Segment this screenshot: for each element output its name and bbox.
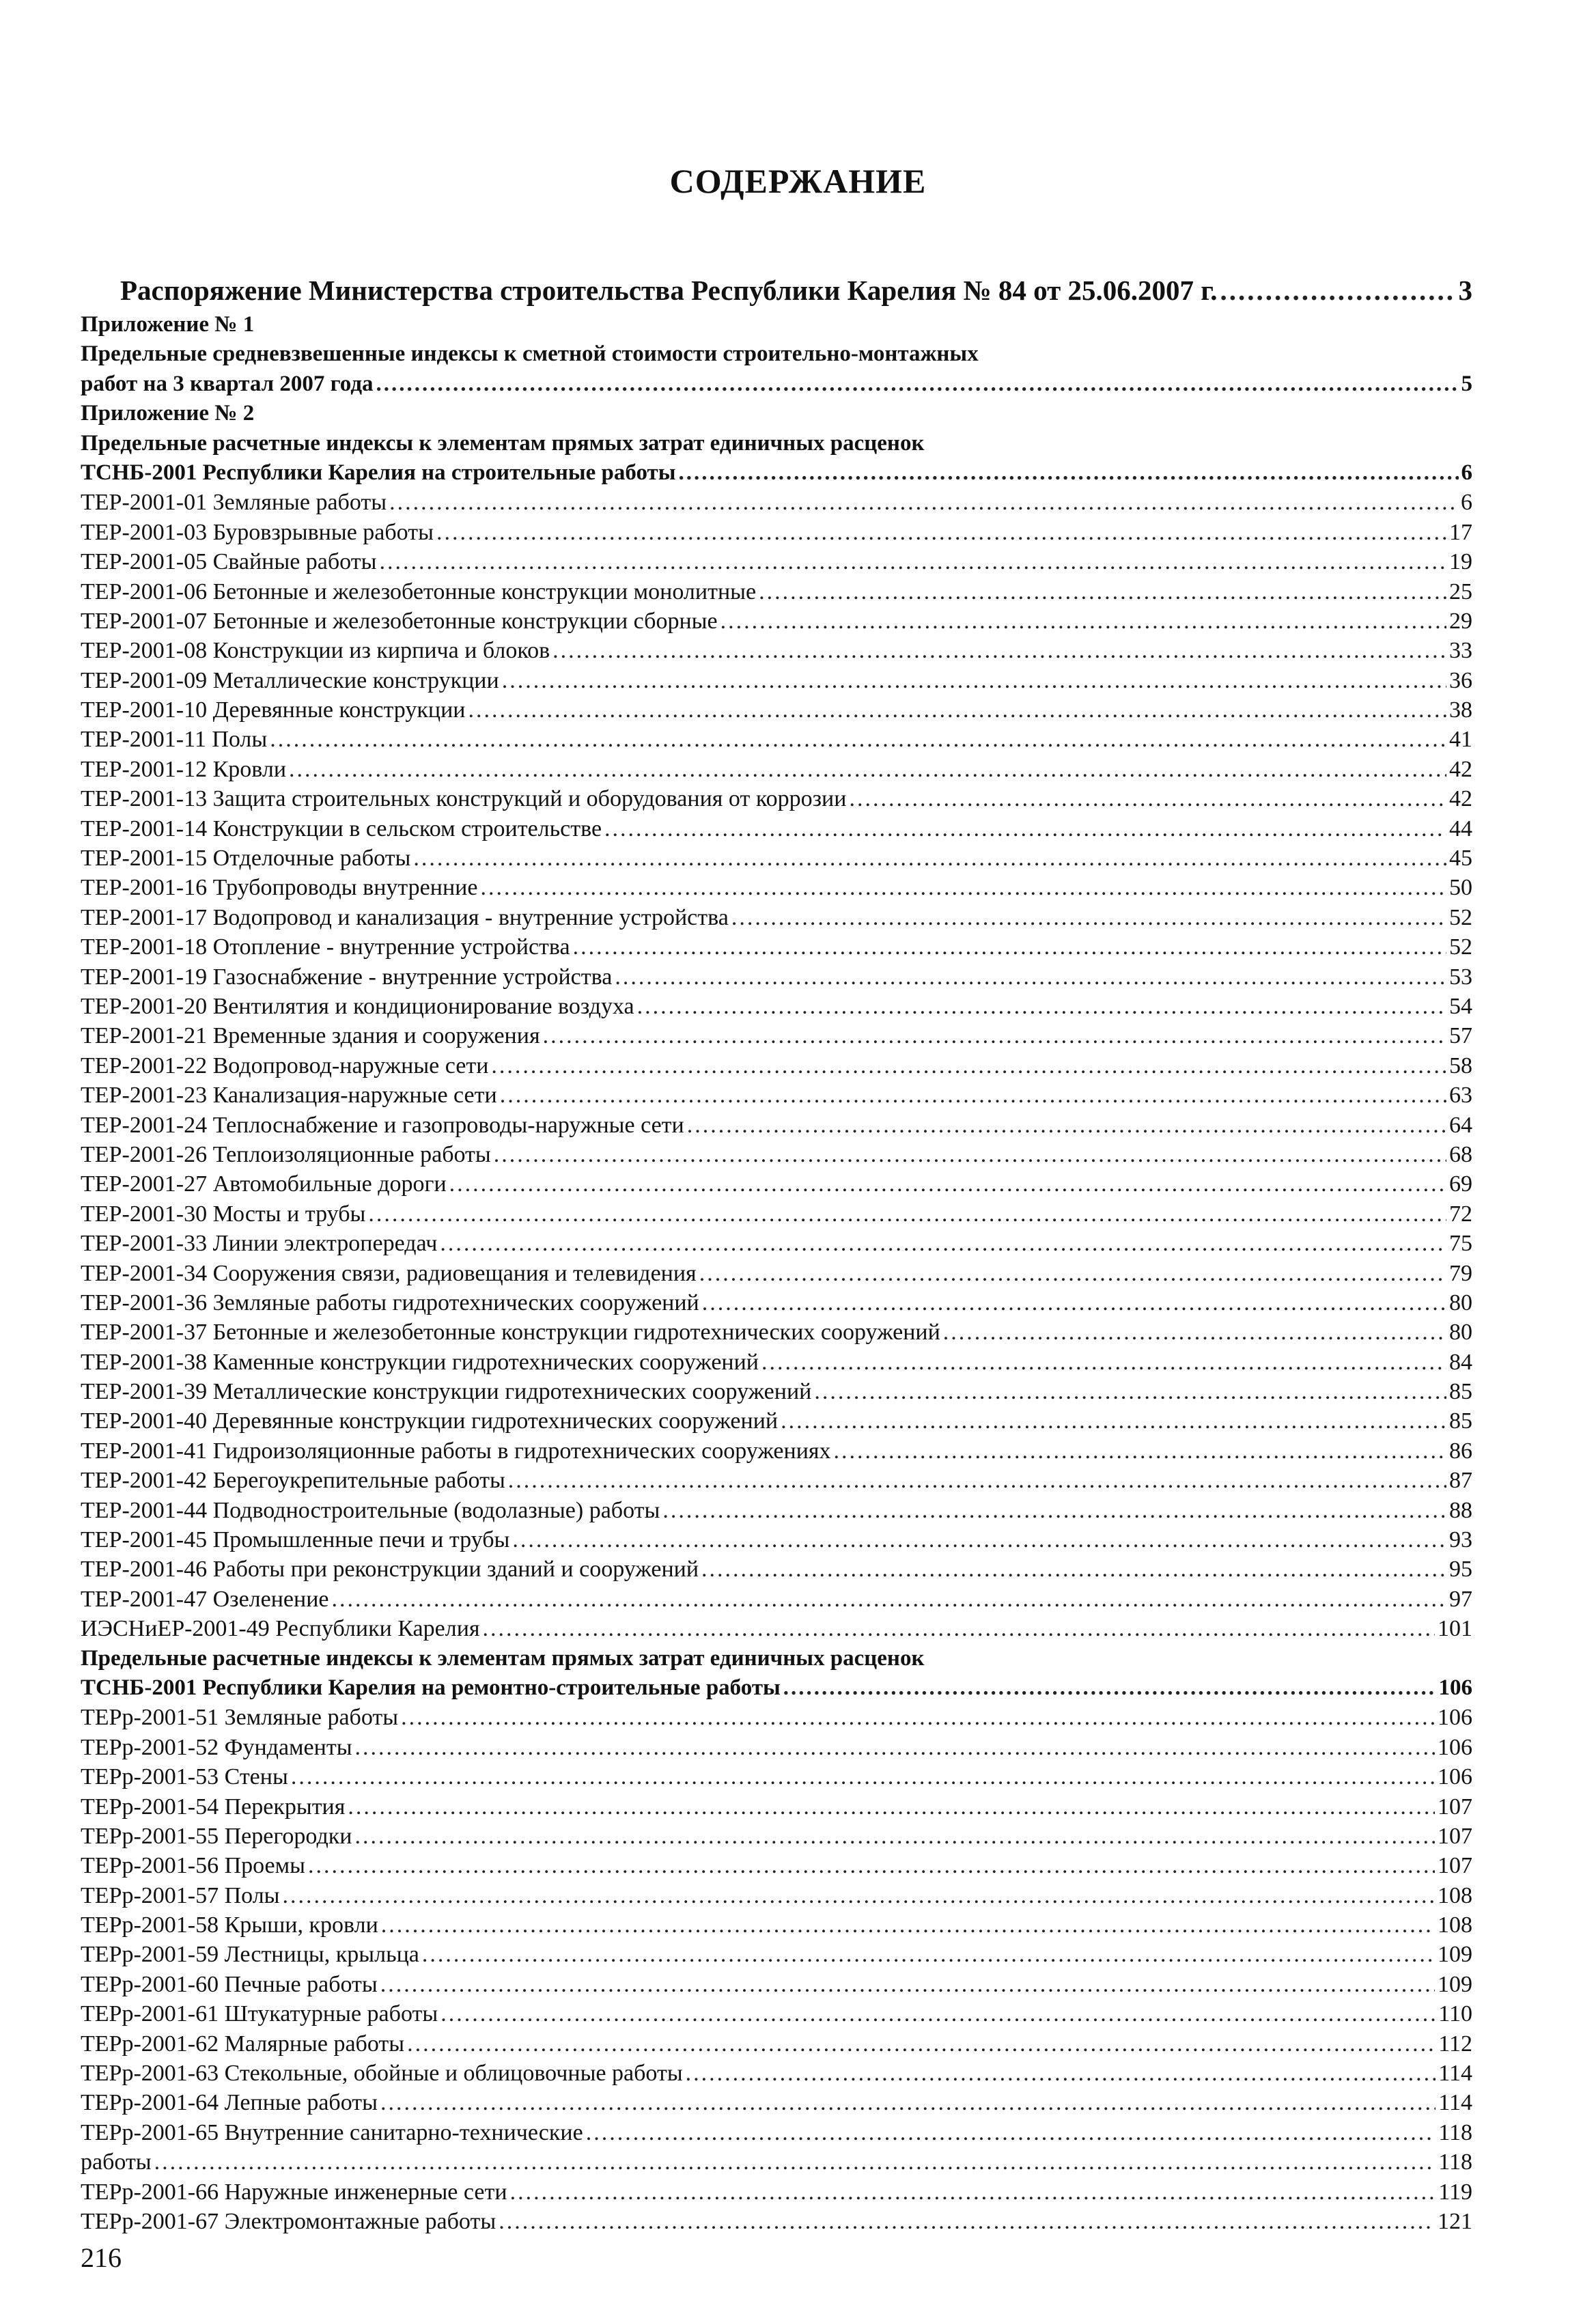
toc-entry-label: ТЕРр-2001-63 Стекольные, обойные и облицовочные работы — [81, 2061, 683, 2087]
toc-leader-dots — [499, 2207, 1435, 2236]
toc-entry-label: ТЕРр-2001-53 Стены — [81, 1764, 288, 1790]
toc-leader-dots — [679, 458, 1459, 488]
toc-leader-dots — [381, 1910, 1435, 1940]
toc-leader-dots — [573, 932, 1446, 962]
toc-entry-page: 6 — [1461, 460, 1472, 485]
toc-entry — [120, 270, 1472, 310]
toc-entry-label: ТЕР-2001-11 Полы — [81, 727, 268, 753]
toc-leader-dots — [401, 1703, 1435, 1732]
toc-leader-dots — [380, 2088, 1436, 2117]
toc-entry-label: Приложение № 2 — [81, 401, 255, 426]
toc-entry — [81, 1051, 1472, 1081]
toc-entry-label: ТЕР-2001-37 Бетонные и железобетонные конструкции гидротехнических сооружений — [81, 1320, 940, 1346]
toc-leader-dots — [491, 1051, 1446, 1081]
toc-entry-page: 87 — [1449, 1468, 1472, 1494]
toc-entry-page: 25 — [1449, 579, 1472, 604]
toc-entry-page: 54 — [1449, 993, 1472, 1019]
toc-leader-dots — [413, 844, 1446, 873]
toc-entry-label: ТЕР-2001-33 Линии электропередач — [81, 1231, 438, 1257]
toc-entry-label: ТЕРр-2001-65 Внутренние санитарно-технические — [81, 2119, 583, 2145]
toc-entry-page: 101 — [1438, 1616, 1472, 1642]
toc-leader-dots — [348, 1792, 1435, 1822]
toc-entry — [81, 1348, 1472, 1377]
toc-entry — [81, 1644, 1472, 1673]
toc-entry — [81, 458, 1472, 488]
toc-entry-label: ТЕР-2001-13 Защита строительных конструкций и оборудования от коррозии — [81, 786, 847, 812]
toc-entry — [81, 1733, 1472, 1762]
toc-entry-label: ТЕР-2001-09 Металлические конструкции — [81, 667, 499, 693]
toc-entry-page: 52 — [1449, 904, 1472, 930]
toc-leader-dots — [849, 784, 1446, 813]
toc-entry — [81, 1940, 1472, 1969]
toc-leader-dots — [502, 666, 1446, 695]
toc-entry — [81, 429, 1472, 458]
toc-entry-label: Предельные средневзвешенные индексы к сметной стоимости строительно-монтажных — [81, 342, 979, 367]
toc-entry-page: 106 — [1438, 1705, 1472, 1731]
toc-entry — [81, 1140, 1472, 1169]
toc-entry-page: 50 — [1449, 875, 1472, 901]
page-title: СОДЕРЖАНИЕ — [669, 162, 927, 200]
toc-leader-dots — [543, 1021, 1446, 1050]
toc-leader-dots — [687, 1111, 1446, 1140]
toc-entry-label: ТЕР-2001-38 Каменные конструкции гидротехнических сооружений — [81, 1349, 759, 1375]
toc-leader-dots — [512, 1525, 1446, 1555]
toc-leader-dots — [508, 1466, 1446, 1495]
toc-entry — [81, 2029, 1472, 2059]
toc-entry-label: ТЕРр-2001-64 Лепные работы — [81, 2090, 378, 2116]
toc-leader-dots — [270, 725, 1446, 754]
toc-entry — [81, 1999, 1472, 2029]
toc-entry — [81, 339, 1472, 369]
toc-leader-dots — [720, 607, 1446, 636]
toc-entry-label: ТЕР-2001-46 Работы при реконструкции зданий и сооружений — [81, 1557, 699, 1583]
toc-entry-label: ТЕР-2001-44 Подводностроительные (водолазные) работы — [81, 1497, 660, 1523]
toc-leader-dots — [702, 1288, 1446, 1318]
toc-entry-label: ТЕР-2001-40 Деревянные конструкции гидротехнических сооружений — [81, 1408, 779, 1434]
toc-entry-page: 107 — [1438, 1794, 1472, 1820]
toc-entry-page: 106 — [1438, 1675, 1472, 1700]
toc-entry-page: 68 — [1449, 1141, 1472, 1167]
toc-leader-dots — [637, 992, 1446, 1021]
toc-entry-label: работы — [81, 2149, 152, 2175]
toc-entry — [81, 1614, 1472, 1643]
toc-entry — [81, 1169, 1472, 1199]
toc-entry-label: ТЕРр-2001-59 Лестницы, крыльца — [81, 1942, 419, 1968]
toc-entry-label: ТЕР-2001-01 Земляные работы — [81, 490, 387, 516]
toc-entry — [81, 607, 1472, 636]
toc-entry — [81, 1466, 1472, 1495]
toc-entry-label: ТЕРр-2001-54 Перекрытия — [81, 1794, 346, 1820]
toc-entry — [81, 725, 1472, 754]
toc-entry-label: ТЕРр-2001-62 Малярные работы — [81, 2031, 405, 2057]
toc-leader-dots — [701, 1555, 1446, 1584]
toc-leader-dots — [686, 2059, 1436, 2088]
toc-entry — [81, 1021, 1472, 1050]
toc-entry-label: ТЕР-2001-15 Отделочные работы — [81, 846, 411, 872]
toc-entry-label: ТЕРр-2001-57 Полы — [81, 1882, 280, 1908]
toc-entry-label: ТЕР-2001-27 Автомобильные дороги — [81, 1171, 447, 1197]
toc-entry-label: ТЕР-2001-16 Трубопроводы внутренние — [81, 875, 478, 901]
toc-entry-label: ТЕР-2001-20 Вентилятия и кондиционирование воздуха — [81, 993, 634, 1019]
toc-entry — [81, 2118, 1472, 2147]
toc-entry-page: 72 — [1449, 1201, 1472, 1227]
toc-entry-label: ТЕРр-2001-58 Крыши, кровли — [81, 1912, 378, 1938]
toc-entry — [81, 755, 1472, 784]
toc-entry-label: ТЕРр-2001-55 Перегородки — [81, 1823, 352, 1849]
toc-entry — [81, 1229, 1472, 1258]
toc-entry-label: работ на 3 квартал 2007 года — [81, 371, 374, 396]
toc-entry-label: ТЕРр-2001-60 Печные работы — [81, 1971, 378, 1997]
toc-entry — [81, 1406, 1472, 1436]
toc-leader-dots — [283, 1881, 1435, 1910]
toc-leader-dots — [291, 1762, 1435, 1792]
toc-leader-dots — [440, 1999, 1436, 2029]
toc-entry-page: 107 — [1438, 1823, 1472, 1849]
toc-entry-page: 33 — [1449, 638, 1472, 664]
toc-entry-label: ТЕР-2001-30 Мосты и трубы — [81, 1201, 366, 1227]
toc-entry — [81, 1555, 1472, 1584]
toc-entry — [81, 488, 1472, 517]
toc-leader-dots — [289, 755, 1446, 784]
toc-entry — [81, 1970, 1472, 1999]
toc-leader-dots — [440, 1229, 1446, 1258]
toc-entry — [81, 873, 1472, 902]
toc-entry-label: ТЕР-2001-17 Водопровод и канализация - внутренние устройства — [81, 904, 729, 930]
toc-entry-label: ТЕР-2001-10 Деревянные конструкции — [81, 697, 466, 723]
toc-entry — [81, 1288, 1472, 1318]
toc-entry-label: ТЕР-2001-12 Кровли — [81, 756, 287, 782]
toc-entry — [81, 844, 1472, 873]
toc-entry-page: 79 — [1449, 1260, 1472, 1286]
toc-leader-dots — [1220, 270, 1455, 310]
toc-leader-dots — [154, 2147, 1436, 2177]
toc-entry-page: 106 — [1438, 1764, 1472, 1790]
toc-leader-dots — [500, 1081, 1446, 1110]
toc-entry — [81, 518, 1472, 547]
toc-entry-page: 109 — [1438, 1942, 1472, 1968]
toc-leader-dots — [761, 1348, 1446, 1377]
toc-entry — [81, 1199, 1472, 1229]
toc-entry-page: 42 — [1449, 786, 1472, 812]
toc-entry-page: 109 — [1438, 1971, 1472, 1997]
toc-entry-page: 17 — [1449, 519, 1472, 545]
toc-entry-label: ТЕР-2001-18 Отопление - внутренние устройства — [81, 934, 570, 960]
toc-entry-page: 41 — [1449, 727, 1472, 753]
toc-entry-page: 84 — [1449, 1349, 1472, 1375]
toc-leader-dots — [389, 488, 1458, 517]
toc-leader-dots — [731, 903, 1446, 932]
toc-leader-dots — [422, 1940, 1435, 1969]
toc-entry-label: ТЕРр-2001-67 Электромонтажные работы — [81, 2209, 496, 2234]
toc-leader-dots — [604, 814, 1446, 844]
toc-entry — [81, 932, 1472, 962]
toc-entry-page: 93 — [1449, 1527, 1472, 1553]
toc-entry-page: 64 — [1449, 1112, 1472, 1138]
toc-entry-label: ТЕР-2001-07 Бетонные и железобетонные конструкции сборные — [81, 608, 718, 634]
toc-entry-page: 53 — [1449, 964, 1472, 990]
toc-entry-label: ТЕР-2001-21 Временные здания и сооружения — [81, 1023, 540, 1049]
toc-entry-label: Приложение № 1 — [81, 312, 255, 337]
toc-entry-page: 38 — [1449, 697, 1472, 723]
toc-entry — [81, 2207, 1472, 2236]
toc-entry-label: ТЕР-2001-06 Бетонные и железобетонные конструкции монолитные — [81, 579, 757, 604]
toc-entry — [81, 370, 1472, 399]
toc-leader-dots — [494, 1140, 1446, 1169]
toc-entry — [81, 2059, 1472, 2088]
toc-entry-label: ТЕР-2001-45 Промышленные печи и трубы — [81, 1527, 510, 1553]
toc-entry-page: 114 — [1438, 2090, 1472, 2116]
toc-leader-dots — [662, 1496, 1446, 1525]
toc-entry — [81, 814, 1472, 844]
toc-entry — [81, 399, 1472, 428]
toc-entry — [81, 2088, 1472, 2117]
toc-entry — [81, 992, 1472, 1021]
toc-entry-label: ТЕР-2001-36 Земляные работы гидротехнических сооружений — [81, 1290, 699, 1315]
toc-entry-label: Распоряжение Министерства строительства Республики Карелия № 84 от 25.06.2007 г. — [120, 275, 1218, 306]
toc-entry — [81, 1111, 1472, 1140]
toc-leader-dots — [783, 1673, 1436, 1703]
toc-entry-label: ТЕР-2001-05 Свайные работы — [81, 549, 377, 575]
toc-entry-page: 108 — [1438, 1882, 1472, 1908]
toc-entry — [81, 1585, 1472, 1614]
toc-entry-label: ТЕР-2001-19 Газоснабжение - внутренние устройства — [81, 964, 613, 990]
toc-entry-page: 6 — [1461, 490, 1472, 516]
toc-entry-label: ТЕРр-2001-56 Проемы — [81, 1853, 306, 1879]
toc-entry — [81, 1496, 1472, 1525]
toc-leader-dots — [407, 2029, 1436, 2059]
toc-entry — [81, 577, 1472, 607]
toc-entry-label: Предельные расчетные индексы к элементам прямых затрат единичных расценок — [81, 430, 925, 456]
toc-entry-page: 19 — [1449, 549, 1472, 575]
toc-leader-dots — [943, 1318, 1446, 1347]
toc-entry-page: 3 — [1458, 275, 1472, 306]
toc-leader-dots — [308, 1851, 1435, 1880]
toc-entry-label: ТЕР-2001-03 Буровзрывные работы — [81, 519, 434, 545]
toc-entry — [81, 1377, 1472, 1406]
toc-leader-dots — [376, 370, 1459, 399]
toc-entry — [81, 1081, 1472, 1110]
toc-entry-label: ИЭСНиЕР-2001-49 Республики Карелия — [81, 1616, 480, 1642]
toc-entry — [81, 1703, 1472, 1732]
toc-entry-page: 80 — [1449, 1320, 1472, 1346]
toc-entry-page: 118 — [1438, 2119, 1472, 2145]
toc-entry-page: 75 — [1449, 1231, 1472, 1257]
toc-entry — [81, 1792, 1472, 1822]
toc-leader-dots — [483, 1614, 1435, 1643]
toc-entry-label: ТЕР-2001-23 Канализация-наружные сети — [81, 1083, 497, 1109]
toc-entry — [81, 1318, 1472, 1347]
toc-entry-page: 108 — [1438, 1912, 1472, 1938]
toc-entry-label: ТЕР-2001-26 Теплоизоляционные работы — [81, 1141, 491, 1167]
toc-leader-dots — [699, 1259, 1446, 1288]
toc-entry — [81, 1822, 1472, 1851]
toc-entry-page: 121 — [1438, 2209, 1472, 2234]
toc-entry-label: ТЕРр-2001-52 Фундаменты — [81, 1734, 352, 1760]
toc-entry-page: 118 — [1438, 2149, 1472, 2175]
toc-entry-label: ТСНБ-2001 Республики Карелия на строительные работы — [81, 460, 676, 485]
toc-leader-dots — [814, 1377, 1446, 1406]
toc-entry-label: ТЕР-2001-47 Озеленение — [81, 1586, 329, 1612]
toc-leader-dots — [449, 1169, 1446, 1199]
table-of-contents — [81, 270, 1472, 2236]
toc-leader-dots — [586, 2118, 1436, 2147]
toc-entry-page: 85 — [1449, 1379, 1472, 1405]
toc-entry-page: 119 — [1438, 2179, 1472, 2205]
toc-entry-label: ТЕРр-2001-51 Земляные работы — [81, 1705, 399, 1731]
toc-leader-dots — [552, 636, 1446, 665]
toc-entry-page: 52 — [1449, 934, 1472, 960]
toc-entry-label: ТЕР-2001-22 Водопровод-наружные сети — [81, 1053, 489, 1078]
toc-entry-page: 29 — [1449, 608, 1472, 634]
toc-entry — [81, 903, 1472, 932]
toc-entry-page: 107 — [1438, 1853, 1472, 1879]
toc-entry — [81, 1881, 1472, 1910]
toc-entry-page: 58 — [1449, 1053, 1472, 1078]
toc-entry — [81, 2177, 1472, 2207]
toc-entry-label: ТЕР-2001-14 Конструкции в сельском строительстве — [81, 816, 602, 841]
toc-entry-page: 112 — [1438, 2031, 1472, 2057]
toc-leader-dots — [379, 547, 1446, 576]
toc-entry-page: 97 — [1449, 1586, 1472, 1612]
toc-leader-dots — [380, 1970, 1435, 1999]
toc-entry-page: 95 — [1449, 1557, 1472, 1583]
toc-entry-label: Предельные расчетные индексы к элементам прямых затрат единичных расценок — [81, 1645, 925, 1671]
toc-entry-page: 85 — [1449, 1408, 1472, 1434]
toc-entry — [81, 636, 1472, 665]
toc-leader-dots — [468, 695, 1446, 725]
toc-entry-label: ТЕР-2001-42 Берегоукрепительные работы — [81, 1468, 505, 1494]
toc-leader-dots — [615, 962, 1446, 992]
toc-entry — [81, 784, 1472, 813]
toc-entry — [81, 1525, 1472, 1555]
toc-leader-dots — [355, 1733, 1435, 1762]
toc-entry-page: 57 — [1449, 1023, 1472, 1049]
toc-entry-label: ТЕРр-2001-66 Наружные инженерные сети — [81, 2179, 507, 2205]
page-number: 216 — [81, 2242, 122, 2273]
toc-entry-page: 114 — [1438, 2061, 1472, 2087]
toc-entry-page: 42 — [1449, 756, 1472, 782]
toc-leader-dots — [781, 1406, 1446, 1436]
toc-leader-dots — [368, 1199, 1446, 1229]
toc-leader-dots — [436, 518, 1446, 547]
toc-entry-label: ТЕР-2001-34 Сооружения связи, радиовещания и телевидения — [81, 1260, 697, 1286]
toc-entry-label: ТЕР-2001-24 Теплоснабжение и газопроводы-наружные сети — [81, 1112, 684, 1138]
toc-entry-page: 86 — [1449, 1438, 1472, 1464]
toc-entry — [81, 695, 1472, 725]
toc-entry-page: 88 — [1449, 1497, 1472, 1523]
toc-entry-label: ТСНБ-2001 Республики Карелия на ремонтно-строительные работы — [81, 1675, 781, 1700]
toc-entry-page: 106 — [1438, 1734, 1472, 1760]
toc-entry — [81, 666, 1472, 695]
toc-entry — [81, 1259, 1472, 1288]
toc-entry-page: 45 — [1449, 846, 1472, 872]
toc-entry-page: 36 — [1449, 667, 1472, 693]
toc-entry — [81, 547, 1472, 576]
toc-entry — [81, 1762, 1472, 1792]
toc-entry — [81, 1673, 1472, 1703]
toc-leader-dots — [354, 1822, 1435, 1851]
toc-entry-page: 44 — [1449, 816, 1472, 841]
toc-entry-page: 110 — [1438, 2001, 1472, 2027]
toc-leader-dots — [510, 2177, 1436, 2207]
toc-entry-page: 69 — [1449, 1171, 1472, 1197]
toc-entry-label: ТЕРр-2001-61 Штукатурные работы — [81, 2001, 438, 2027]
toc-leader-dots — [480, 873, 1446, 902]
toc-entry-page: 80 — [1449, 1290, 1472, 1315]
toc-entry — [81, 2147, 1472, 2177]
toc-entry-label: ТЕР-2001-39 Металлические конструкции гидротехнических сооружений — [81, 1379, 812, 1405]
toc-entry-label: ТЕР-2001-08 Конструкции из кирпича и блоков — [81, 638, 550, 664]
toc-entry — [81, 1436, 1472, 1466]
toc-entry-page: 63 — [1449, 1083, 1472, 1109]
toc-entry — [81, 1851, 1472, 1880]
toc-leader-dots — [332, 1585, 1447, 1614]
toc-entry — [81, 310, 1472, 339]
toc-entry-page: 5 — [1461, 371, 1472, 396]
toc-leader-dots — [759, 577, 1446, 607]
toc-entry-label: ТЕР-2001-41 Гидроизоляционные работы в гидротехнических сооружениях — [81, 1438, 831, 1464]
toc-entry — [81, 962, 1472, 992]
toc-entry — [81, 1910, 1472, 1940]
toc-leader-dots — [834, 1436, 1446, 1466]
